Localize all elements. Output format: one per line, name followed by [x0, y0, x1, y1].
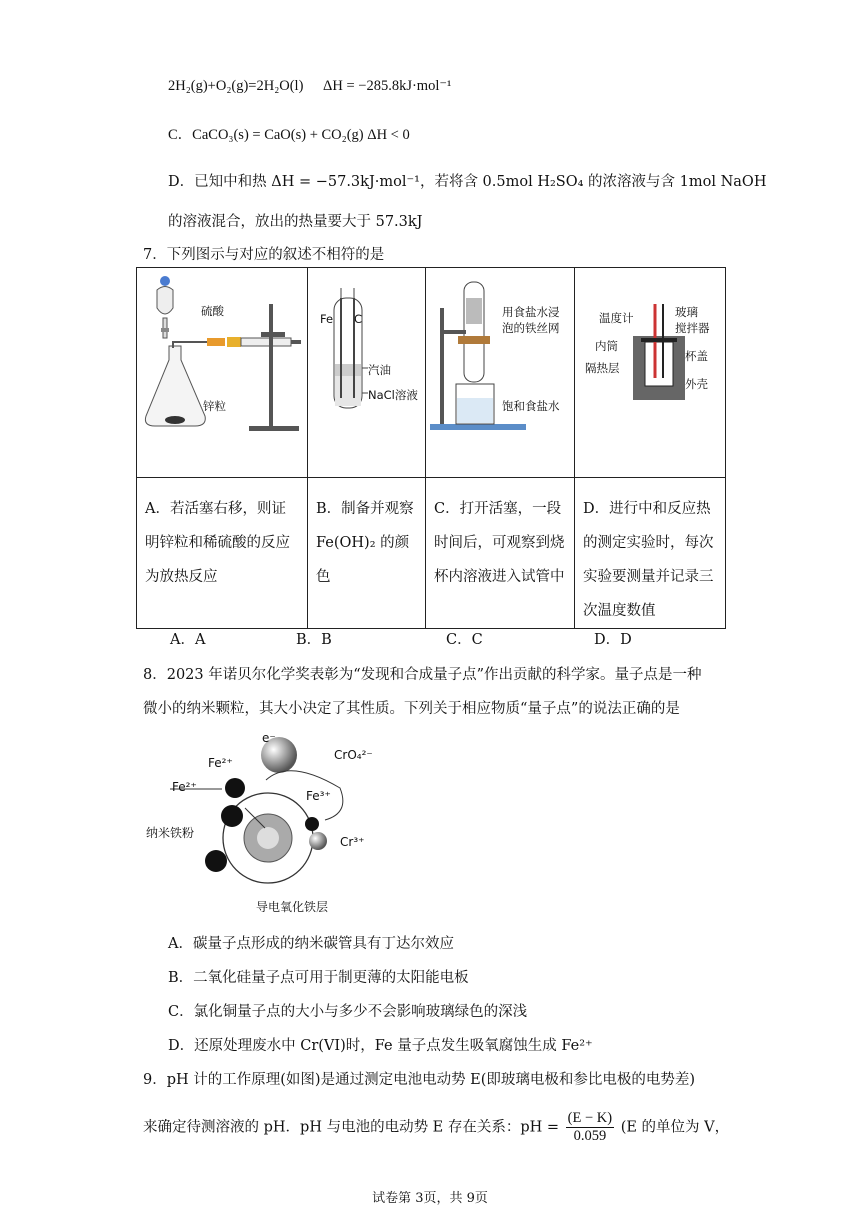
apparatus-b-icon: [308, 268, 425, 473]
label-nano-iron: 纳米铁粉: [146, 826, 195, 840]
q6-option-d-line2: 的溶液混合，放出的热量要大于 57.3kJ: [168, 214, 423, 230]
label-oxide-layer: 导电氧化铁层: [256, 900, 329, 914]
q6-eq: 2H₂(g)+O₂(g)=2H₂O(l): [168, 78, 304, 94]
label-nacl: NaCl溶液: [368, 388, 418, 402]
q7-choice-c: C．C: [446, 632, 483, 648]
label-gasoline: 汽油: [368, 363, 391, 377]
q7-figure-a: [137, 268, 308, 478]
q9-stem-1: 9．pH 计的工作原理(如图)是通过测定电池电动势 E(即玻璃电极和参比电极的电势差): [143, 1072, 696, 1088]
label-inner-cup: 内筒: [595, 339, 618, 353]
label-lid: 杯盖: [685, 349, 708, 363]
q9-fraction: [566, 1110, 614, 1145]
q9-stem-2-post: (E 的单位为 V，: [620, 1119, 730, 1136]
label-thermometer: 温度计: [599, 311, 634, 325]
q7-cell-b: B．制备并观察 Fe(OH)₂ 的颜色: [308, 478, 426, 629]
q6-option-c: C．CaCO₃(s) = CaO(s) + CO₂(g) ΔH < 0: [168, 127, 410, 143]
q7-choice-d: D．D: [594, 632, 632, 648]
label-cr3: Cr³⁺: [340, 835, 365, 849]
label-insulation: 隔热层: [585, 361, 620, 375]
q7-figure-d: [575, 268, 726, 478]
q7-figure-b: [308, 268, 426, 478]
q7-cell-c: C．打开活塞，一段时间后，可观察到烧杯内溶液进入试管中: [426, 478, 575, 629]
q8-stem-2: 微小的纳米颗粒，其大小决定了其性质。下列关于相应物质“量子点”的说法正确的是: [143, 701, 680, 717]
label-fe2-top: Fe²⁺: [208, 756, 233, 770]
q7-cell-a: A．若活塞右移，则证明锌粒和稀硫酸的反应为放热反应: [137, 478, 308, 629]
q9-stem-2: [143, 1110, 729, 1145]
apparatus-c-icon: [426, 268, 574, 473]
q7-cell-d: D．进行中和反应热的测定实验时，每次实验要测量并记录三次温度数值: [575, 478, 726, 629]
apparatus-a-icon: [137, 268, 307, 473]
label-iron-mesh-1: 用食盐水浸: [502, 305, 560, 319]
label-cro4: CrO₄²⁻: [334, 748, 373, 762]
q8-option-c: C．氯化铜量子点的大小与多少不会影响玻璃绿色的深浅: [168, 1004, 528, 1020]
q8-option-a: A．碳量子点形成的纳米碳管具有丁达尔效应: [168, 936, 454, 952]
label-sulfuric-acid: 硫酸: [201, 304, 224, 318]
q8-option-d: D．还原处理废水中 Cr(VI)时，Fe 量子点发生吸氧腐蚀生成 Fe²⁺: [168, 1038, 593, 1054]
q6-dh: ΔH = −285.8kJ·mol⁻¹: [323, 78, 452, 94]
label-shell: 外壳: [685, 377, 708, 391]
q8-option-b: B．二氧化硅量子点可用于制更薄的太阳能电板: [168, 970, 469, 986]
label-iron-mesh-2: 泡的铁丝网: [502, 321, 560, 335]
label-saturated-brine: 饱和食盐水: [502, 399, 560, 413]
q6-option-d-line1: D．已知中和热 ΔH = −57.3kJ·mol⁻¹，若将含 0.5mol H₂SO₄ 的浓溶液与含 1mol NaOH: [168, 174, 767, 190]
label-glass: 玻璃: [675, 305, 698, 319]
q7-options-table: [136, 267, 726, 629]
q7-figure-c: [426, 268, 575, 478]
label-electron: e⁻: [262, 731, 276, 745]
label-stirrer: 搅拌器: [675, 321, 710, 335]
q9-stem-2-pre: 来确定待测溶液的 pH．pH 与电池的电动势 E 存在关系：pH =: [143, 1119, 560, 1136]
label-fe3: Fe³⁺: [306, 789, 331, 803]
page-footer: 试卷第 3页，共 9页: [372, 1191, 488, 1206]
label-fe: Fe: [320, 312, 334, 326]
q9-frac-den: 0.059: [573, 1128, 607, 1144]
q7-choice-a: A．A: [170, 632, 206, 648]
q8-stem-1: 8．2023 年诺贝尔化学奖表彰为“发现和合成量子点”作出贡献的科学家。量子点是一种: [143, 667, 702, 683]
q9-frac-num: (E − K): [567, 1110, 613, 1126]
label-zinc: 锌粒: [203, 399, 226, 413]
label-fe2-left: Fe²⁺: [172, 780, 197, 794]
q6-equation-line: [168, 78, 451, 95]
label-c: C: [354, 312, 363, 326]
q7-stem: 7．下列图示与对应的叙述不相符的是: [143, 247, 385, 263]
q7-choice-b: B．B: [296, 632, 332, 648]
